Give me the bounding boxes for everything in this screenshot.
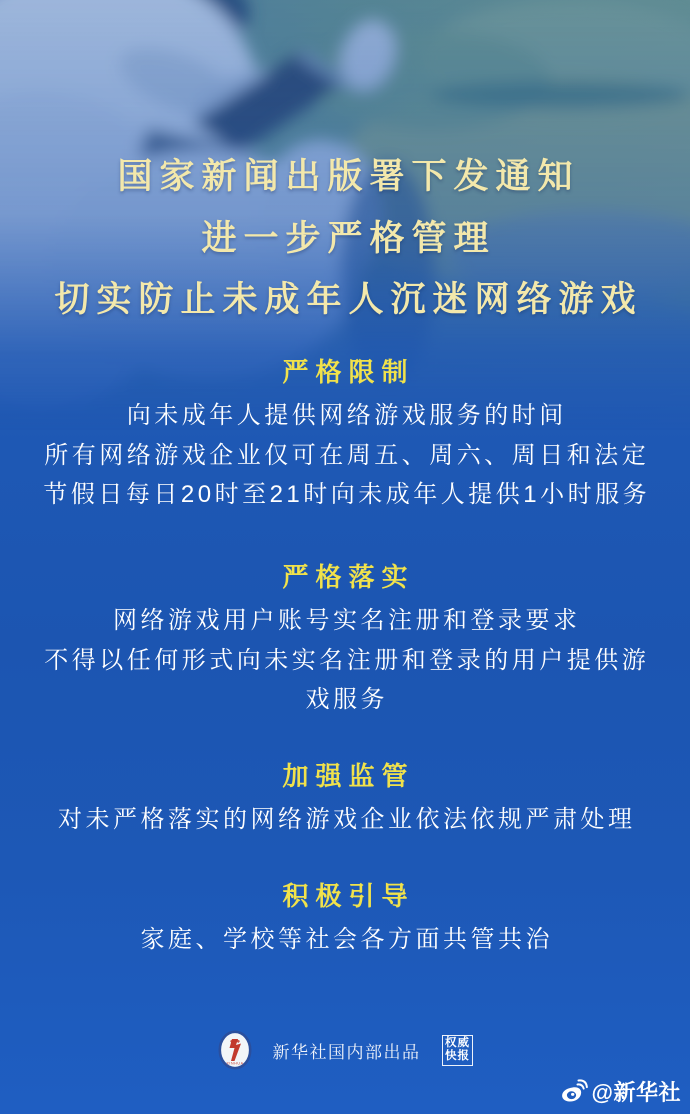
- weibo-handle: @新华社: [591, 1080, 681, 1105]
- body-line: 对未严格落实的网络游戏企业依法依规严肃处理: [58, 806, 636, 833]
- body-line: 网络游戏用户账号实名注册和登录要求: [113, 607, 581, 634]
- body-line: 不得以任何形式向未实名注册和登录的用户提供游: [44, 646, 650, 674]
- producer-credit: 新华社国内部出品: [272, 1042, 421, 1062]
- badge-line-2: 快报: [445, 1050, 470, 1062]
- badge-line-1: 权威: [445, 1037, 470, 1049]
- authority-express-badge: [442, 1035, 473, 1066]
- section-heading: 加强监管: [282, 761, 415, 791]
- body-line: 戏服务: [305, 686, 388, 713]
- section-body: [0, 396, 690, 515]
- body-line: 所有网络游戏企业仅可在周五、周六、周日和法定: [44, 441, 650, 469]
- xinhua-emblem-icon: [218, 1030, 252, 1070]
- section-strict-implement: [0, 561, 690, 720]
- section-body: [0, 800, 690, 840]
- svg-text:XINHUA: XINHUA: [225, 1061, 244, 1066]
- section-heading: 严格落实: [282, 562, 415, 592]
- section-heading: 积极引导: [282, 881, 415, 911]
- weibo-watermark: [561, 1076, 681, 1107]
- section-active-guidance: [0, 880, 690, 960]
- body-line: 节假日每日20时至21时向未成年人提供1小时服务: [43, 481, 651, 508]
- section-heading: 严格限制: [282, 357, 415, 387]
- weibo-icon: [561, 1079, 588, 1104]
- section-strengthen-supervision: [0, 760, 690, 840]
- body-line: 向未成年人提供网络游戏服务的时间: [126, 402, 567, 429]
- section-body: [0, 601, 690, 720]
- footer-credit: [0, 1030, 690, 1070]
- section-body: [0, 920, 690, 960]
- main-title-line-3: 切实防止未成年人沉迷网络游戏: [54, 280, 643, 319]
- body-line: 家庭、学校等社会各方面共管共治: [140, 926, 553, 953]
- section-strict-limit: [0, 356, 690, 515]
- main-title-line-2: 进一步严格管理: [201, 219, 496, 258]
- main-title-line-1: 国家新闻出版署下发通知: [117, 157, 580, 196]
